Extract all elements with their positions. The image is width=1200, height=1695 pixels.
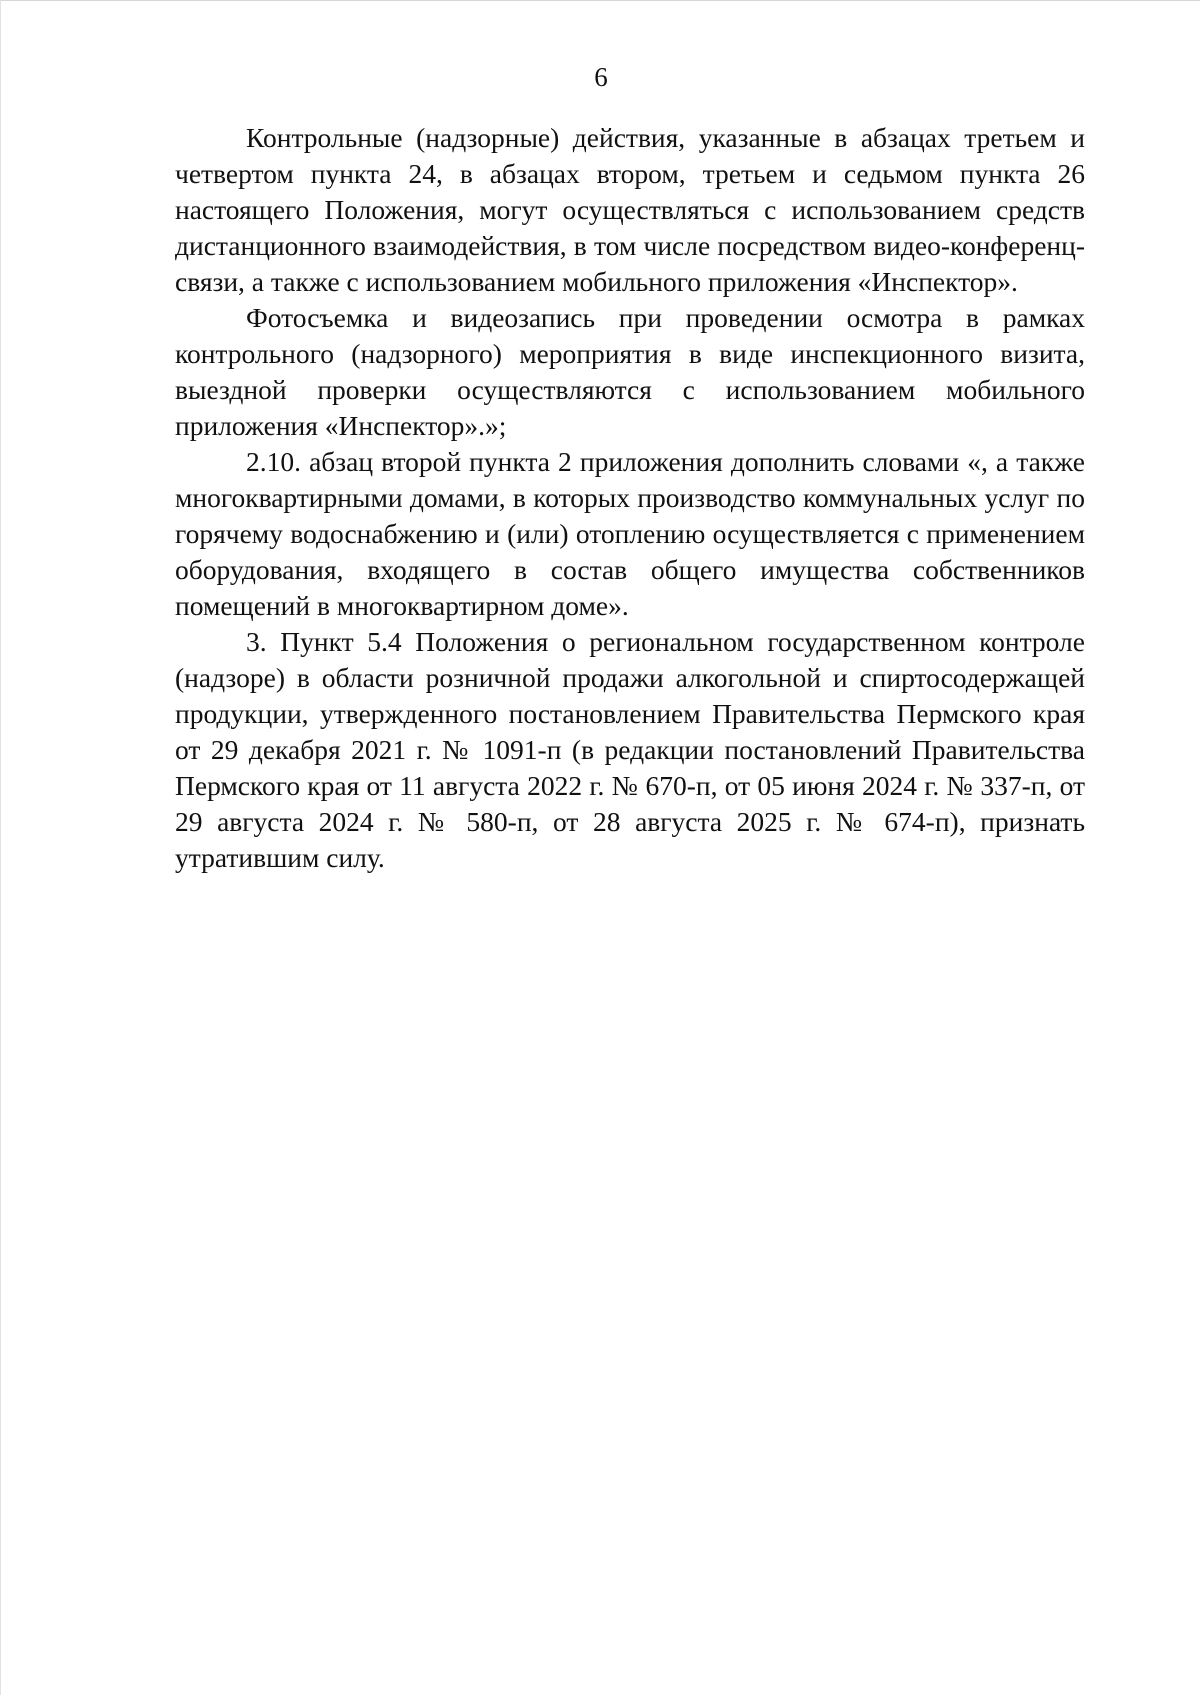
document-body: [175, 120, 1085, 876]
paragraph-photo-video-recording: Фотосъемка и видеозапись при проведении осмотра в рамках контрольного (надзорного) мероприятия в виде инспекционного визита, выездной проверки осуществляются с использованием мобильного приложения «Инспектор».»;: [175, 302, 1085, 441]
paragraph-item-2-10: 2.10. абзац второй пункта 2 приложения дополнить словами «, а также многоквартирными домами, в которых производство коммунальных услуг по горячему водоснабжению и (или) отоплению осуществляется с применением оборудования, входящего в состав общего имущества собственников помещений в многоквартирном доме».: [175, 446, 1085, 621]
paragraph-remote-control-actions: Контрольные (надзорные) действия, указанные в абзацах третьем и четвертом пункта 24, в абзацах втором, третьем и седьмом пункта 26 настоящего Положения, могут осуществляться с использованием средств дистанционного взаимодействия, в том числе посредством видео-конференц-связи, а также с использованием мобильного приложения «Инспектор».: [175, 122, 1085, 297]
paragraph-item-3: 3. Пункт 5.4 Положения о региональном государственном контроле (надзоре) в области розничной продажи алкогольной и спиртосодержащей продукции, утвержденного постановлением Правительства Пермского края от 29 декабря 2021 г. № 1091-п (в редакции постановлений Правительства Пермского края от 11 августа 2022 г. № 670-п, от 05 июня 2024 г. № 337-п, от 29 августа 2024 г. № 580-п, от 28 августа 2025 г. № 674-п), признать утратившим силу.: [175, 626, 1085, 873]
page-number: 6: [594, 62, 608, 92]
